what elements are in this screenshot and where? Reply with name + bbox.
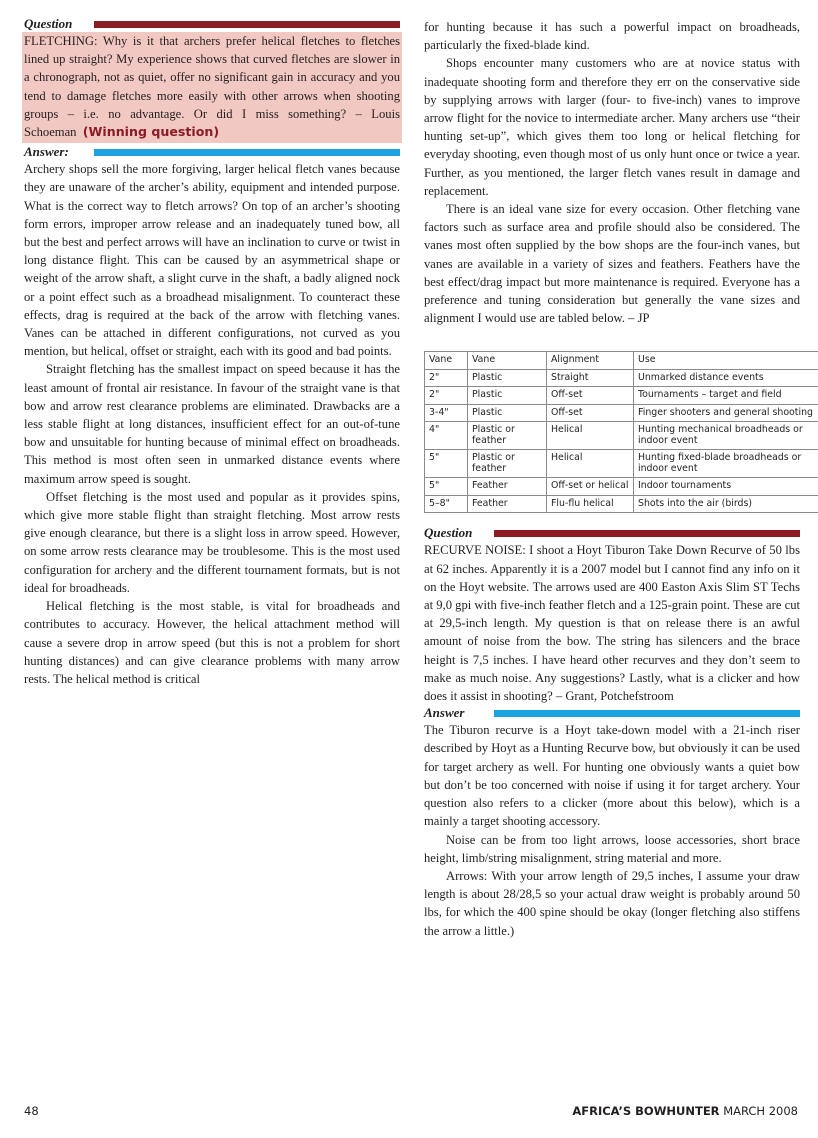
- table-row: [425, 369, 818, 387]
- winning-question-tag: (Winning question): [82, 124, 220, 140]
- table-cell: Hunting fixed-blade broadheads or indoor event: [634, 450, 818, 478]
- answer-label: Answer: [424, 705, 465, 721]
- table-cell: Finger shooters and general shooting: [634, 404, 818, 422]
- answer-paragraph: Offset fletching is the most used and popular as it provides spins, which give more stable flight than straight fletching. Most arrow rests give enough clearance, but there is a slight loss in arrow speed. However, on some arrow rests clearance may be troublesome. This is the most used configuration for archery and the different tournament formats, but is not ideal for broadheads.: [24, 489, 400, 595]
- table-cell: 5–8": [425, 495, 468, 513]
- magazine-name: AFRICA’S BOWHUNTER: [572, 1104, 720, 1118]
- table-cell: Plastic or feather: [468, 422, 547, 450]
- question-heading: [24, 16, 400, 32]
- answer-paragraph: Archery shops sell the more forgiving, larger helical fletch vanes because they are unaware of the archer’s ability, equipment and intended purpose. What is the correct way to fletch arrows? On top of an archer’s shooting form errors, improper arrow release and an inadequately tuned bow, all but the best and perfect arrows will have an inclination to curve or twist in long distance flight. This can be caused by an asymmetrical shape or weight of the arrow shaft, a slight curve in the shaft, a badly aligned nock or a point effect such as a broadhead misalignment. To counteract these effects, drag is required at the back of the arrow with fletching vanes. Vanes can be attached in different configurations, not curved as you mention, but helical, offset or straight, each with its good and bad points.: [24, 162, 400, 359]
- table-cell: Off-set or helical: [547, 478, 634, 496]
- table-cell: 2": [425, 369, 468, 387]
- answer-paragraph: Straight fletching has the smallest impact on speed because it has the least amount of frontal air resistance. In favour of the straight vane is that bow and arrow rest clearance problems are eliminated. Drawbacks are a less stable flight at long distances, insufficient effect for an out-of-tune bow and unsuitable for hunting because of minimal effect on broadheads. This method is most often seen in unmarked distance events where maximum arrow speed is sought.: [24, 362, 400, 486]
- answer-paragraph: Shops encounter many customers who are at novice status with inadequate shooting form and therefore they err on the conservative side by supplying arrows with larger (four- to five-inch) vanes to improve arrow flight for the novice to intermediate archer. Many archers use “their hunting set-up”, which gives them too long or helical fletching for everyday shooting, even though most of us only hunt once or twice a year. Further, as you mentioned, the larger fletch vanes result in damage and replacement.: [424, 56, 800, 198]
- publication-line: [572, 1104, 798, 1118]
- answer-label: Answer:: [24, 144, 69, 160]
- answer-paragraph: There is an ideal vane size for every occasion. Other fletching vane factors such as surface area and profile should also be considered. The vanes most often supplied by the bow shops are the four-inch vanes, but vanes are available in a variety of sizes and feathers. Feathers have the best effect/drag impact but more maintenance is required. Everyone has a preference and tuning consideration but generally the vane sizes and alignment I would use are tabled below. – JP: [424, 202, 800, 326]
- table-row: [425, 495, 818, 513]
- question-fletching: [22, 32, 402, 143]
- table-row: [425, 478, 818, 496]
- table-cell: Plastic or feather: [468, 450, 547, 478]
- table-row: [425, 404, 818, 422]
- table-cell: Helical: [547, 450, 634, 478]
- question-body: FLETCHING: Why is it that archers prefer helical fletches to fletches lined up straight? My experience shows that curved fletches are slower in a chronograph, not as quiet, offer no significant gain in accuracy and you tend to damage fletches more easily with other arrows when shooting groups – i.e. no advantage. Or did I miss something? – Louis Schoeman: [24, 34, 400, 140]
- page-number: 48: [24, 1104, 39, 1118]
- table-row: [425, 387, 818, 405]
- answer-paragraph: The Tiburon recurve is a Hoyt take-down model with a 21-inch riser described by Hoyt as a Hunting Recurve bow, but obviously it can be used for target archery as well. For hunting one obviously wants a quiet bow but don’t be too concerned with noise if using it for target archery. Your question also refers to a clicker (more about this below), which is a mainly a target shooting accessory.: [424, 723, 800, 829]
- table-cell: 3-4": [425, 404, 468, 422]
- table-cell: Plastic: [468, 369, 547, 387]
- answer-rule: [494, 710, 800, 717]
- table-cell: Feather: [468, 478, 547, 496]
- page-footer: [24, 1104, 798, 1118]
- question-label: Question: [424, 525, 473, 541]
- table-cell: 5": [425, 478, 468, 496]
- answer-paragraph: Helical fletching is the most stable, is vital for broadheads and contributes to accuracy. However, the helical attachment method will cause a severe drop in arrow speed (but this is not a problem for short hunting distances) and can give clearance problems with many arrow rests. The helical method is critical: [24, 599, 400, 686]
- answer-heading: [424, 705, 800, 721]
- table-cell: Off-set: [547, 404, 634, 422]
- table-cell: 2": [425, 387, 468, 405]
- answer-heading: [24, 144, 400, 160]
- column-header: Vane: [425, 352, 468, 370]
- column-header: Alignment: [547, 352, 634, 370]
- table-row: [425, 450, 818, 478]
- question-text: [24, 32, 400, 141]
- column-header: Use: [634, 352, 818, 370]
- table-row: [425, 422, 818, 450]
- question-rule: [494, 530, 800, 537]
- question-recurve-noise: RECURVE NOISE: I shoot a Hoyt Tiburon Take Down Recurve of 50 lbs at 62 inches. Apparently it is a 2007 model but I cannot find any info on it on the Hoyt website. The arrows used are 400 Easton Axis Slim ST Techs at 9,0 gpi with five-inch feather fletch and a 125-grain point. These are cut at 29,5-inch length. My question is that on release there is an awful amount of noise from the bow. The string has silencers and the brace height is 7,5 inches. I have heard other recurves and they don’t seem to make as much noise. Any suggestions? Lastly, what is a clicker and how does it assist in shooting? – Grant, Potchefstroom: [424, 543, 800, 704]
- table-cell: Tournaments – target and field: [634, 387, 818, 405]
- answer-paragraph: Noise can be from too light arrows, loose accessories, short brace height, limb/string misalignment, string material and more.: [424, 832, 800, 865]
- question-label: Question: [24, 15, 73, 31]
- table-header-row: [425, 352, 818, 370]
- table-cell: 4": [425, 422, 468, 450]
- table-cell: Feather: [468, 495, 547, 513]
- table-cell: Indoor tournaments: [634, 478, 818, 496]
- table-cell: Shots into the air (birds): [634, 495, 818, 513]
- vane-table: [424, 351, 818, 513]
- left-column: [24, 16, 400, 688]
- column-header: Vane: [468, 352, 547, 370]
- table-cell: Unmarked distance events: [634, 369, 818, 387]
- question-heading: [424, 525, 800, 541]
- answer-paragraph: for hunting because it has such a powerful impact on broadheads, particularly the fixed-blade kind.: [424, 20, 800, 53]
- answer-rule: [94, 149, 400, 156]
- right-column: [424, 18, 813, 940]
- answer-paragraph: Arrows: With your arrow length of 29,5 inches, I assume your draw length is about 28/28,5 so your actual draw weight is probably around 50 lbs, for which the 400 spine should be okay (longer fletching also stiffens the arrow a little.): [424, 868, 800, 938]
- issue-date: MARCH 2008: [723, 1104, 798, 1118]
- table-cell: Flu-flu helical: [547, 495, 634, 513]
- table-cell: Plastic: [468, 387, 547, 405]
- table-cell: 5": [425, 450, 468, 478]
- table-cell: Plastic: [468, 404, 547, 422]
- table-cell: Straight: [547, 369, 634, 387]
- question-rule: [94, 21, 400, 28]
- table-cell: Off-set: [547, 387, 634, 405]
- table-cell: Hunting mechanical broadheads or indoor event: [634, 422, 818, 450]
- table-cell: Helical: [547, 422, 634, 450]
